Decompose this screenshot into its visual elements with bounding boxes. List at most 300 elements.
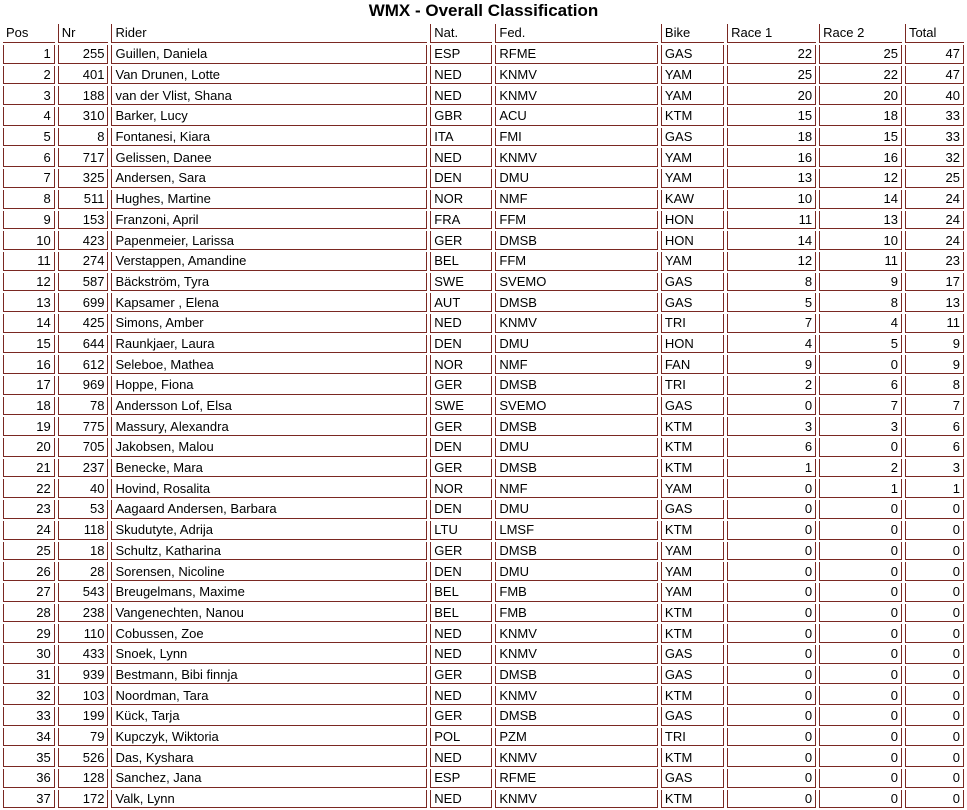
cell-total: 17: [905, 273, 964, 292]
cell-rider: Vangenechten, Nanou: [111, 604, 427, 623]
cell-bike: YAM: [661, 148, 724, 167]
cell-bike: TRI: [661, 728, 724, 747]
cell-nat: GER: [430, 376, 492, 395]
cell-nat: DEN: [430, 335, 492, 354]
cell-nat: ESP: [430, 45, 492, 64]
cell-race2: 0: [819, 438, 902, 457]
cell-pos: 19: [3, 417, 55, 436]
cell-rider: Valk, Lynn: [111, 790, 427, 809]
cell-rider: Guillen, Daniela: [111, 45, 427, 64]
cell-rider: Andersen, Sara: [111, 169, 427, 188]
cell-rider: Kupczyk, Wiktoria: [111, 728, 427, 747]
cell-pos: 33: [3, 707, 55, 726]
cell-fed: LMSF: [495, 521, 658, 540]
cell-fed: KNMV: [495, 86, 658, 105]
cell-race2: 9: [819, 273, 902, 292]
column-header-fed: Fed.: [495, 24, 658, 43]
cell-rider: Papenmeier, Larissa: [111, 231, 427, 250]
cell-fed: ACU: [495, 107, 658, 126]
table-row: [3, 769, 964, 788]
cell-nr: 110: [58, 624, 109, 643]
cell-nr: 78: [58, 397, 109, 416]
cell-total: 0: [905, 521, 964, 540]
cell-race1: 0: [727, 686, 816, 705]
cell-rider: Andersson Lof, Elsa: [111, 397, 427, 416]
cell-rider: Breugelmans, Maxime: [111, 583, 427, 602]
cell-rider: van der Vlist, Shana: [111, 86, 427, 105]
cell-total: 24: [905, 190, 964, 209]
cell-race2: 0: [819, 521, 902, 540]
cell-nat: NED: [430, 148, 492, 167]
cell-fed: FFM: [495, 252, 658, 271]
cell-total: 7: [905, 397, 964, 416]
cell-race2: 0: [819, 748, 902, 767]
cell-bike: GAS: [661, 293, 724, 312]
cell-fed: DMSB: [495, 707, 658, 726]
cell-nr: 587: [58, 273, 109, 292]
cell-nat: NED: [430, 86, 492, 105]
cell-race2: 0: [819, 355, 902, 374]
cell-nat: BEL: [430, 604, 492, 623]
cell-race1: 0: [727, 748, 816, 767]
cell-race1: 22: [727, 45, 816, 64]
cell-fed: KNMV: [495, 66, 658, 85]
cell-pos: 13: [3, 293, 55, 312]
cell-nat: GER: [430, 542, 492, 561]
cell-bike: YAM: [661, 86, 724, 105]
cell-fed: SVEMO: [495, 397, 658, 416]
cell-nr: 199: [58, 707, 109, 726]
cell-bike: YAM: [661, 169, 724, 188]
cell-rider: Skudutyte, Adrija: [111, 521, 427, 540]
cell-nat: GBR: [430, 107, 492, 126]
cell-nr: 526: [58, 748, 109, 767]
column-header-bike: Bike: [661, 24, 724, 43]
cell-race1: 12: [727, 252, 816, 271]
cell-pos: 21: [3, 459, 55, 478]
cell-bike: KTM: [661, 686, 724, 705]
table-header-row: [3, 24, 964, 43]
cell-race1: 8: [727, 273, 816, 292]
table-row: [3, 293, 964, 312]
cell-bike: GAS: [661, 397, 724, 416]
column-header-rider: Rider: [111, 24, 427, 43]
cell-nr: 511: [58, 190, 109, 209]
cell-nat: SWE: [430, 273, 492, 292]
cell-bike: TRI: [661, 314, 724, 333]
cell-bike: GAS: [661, 666, 724, 685]
cell-rider: Seleboe, Mathea: [111, 355, 427, 374]
cell-nr: 699: [58, 293, 109, 312]
cell-pos: 17: [3, 376, 55, 395]
cell-total: 9: [905, 335, 964, 354]
cell-bike: KTM: [661, 790, 724, 809]
cell-race1: 0: [727, 790, 816, 809]
cell-nr: 325: [58, 169, 109, 188]
table-row: [3, 66, 964, 85]
cell-race1: 0: [727, 624, 816, 643]
cell-race2: 12: [819, 169, 902, 188]
cell-nr: 423: [58, 231, 109, 250]
cell-bike: YAM: [661, 479, 724, 498]
cell-bike: YAM: [661, 562, 724, 581]
cell-race1: 1: [727, 459, 816, 478]
cell-pos: 8: [3, 190, 55, 209]
cell-race2: 8: [819, 293, 902, 312]
cell-pos: 10: [3, 231, 55, 250]
cell-nat: SWE: [430, 397, 492, 416]
cell-nat: DEN: [430, 500, 492, 519]
cell-rider: Kapsamer , Elena: [111, 293, 427, 312]
cell-bike: KTM: [661, 604, 724, 623]
cell-race2: 22: [819, 66, 902, 85]
cell-race2: 25: [819, 45, 902, 64]
cell-nat: NED: [430, 66, 492, 85]
table-row: [3, 211, 964, 230]
cell-nat: GER: [430, 417, 492, 436]
cell-nat: NED: [430, 624, 492, 643]
cell-total: 0: [905, 500, 964, 519]
cell-bike: YAM: [661, 542, 724, 561]
table-row: [3, 790, 964, 809]
table-row: [3, 459, 964, 478]
cell-rider: Hovind, Rosalita: [111, 479, 427, 498]
cell-nat: POL: [430, 728, 492, 747]
cell-bike: KAW: [661, 190, 724, 209]
cell-total: 6: [905, 438, 964, 457]
table-row: [3, 542, 964, 561]
cell-fed: KNMV: [495, 748, 658, 767]
cell-nr: 237: [58, 459, 109, 478]
cell-fed: NMF: [495, 355, 658, 374]
cell-nat: NOR: [430, 479, 492, 498]
cell-race2: 14: [819, 190, 902, 209]
cell-fed: DMU: [495, 335, 658, 354]
cell-fed: KNMV: [495, 314, 658, 333]
cell-pos: 1: [3, 45, 55, 64]
cell-total: 33: [905, 107, 964, 126]
cell-pos: 27: [3, 583, 55, 602]
cell-total: 32: [905, 148, 964, 167]
cell-pos: 3: [3, 86, 55, 105]
cell-nat: LTU: [430, 521, 492, 540]
table-row: [3, 666, 964, 685]
cell-nr: 644: [58, 335, 109, 354]
cell-race2: 10: [819, 231, 902, 250]
cell-pos: 36: [3, 769, 55, 788]
cell-nr: 8: [58, 128, 109, 147]
cell-race1: 9: [727, 355, 816, 374]
cell-race2: 18: [819, 107, 902, 126]
cell-pos: 24: [3, 521, 55, 540]
cell-race2: 7: [819, 397, 902, 416]
cell-rider: Hoppe, Fiona: [111, 376, 427, 395]
cell-rider: Bäckström, Tyra: [111, 273, 427, 292]
cell-rider: Franzoni, April: [111, 211, 427, 230]
cell-rider: Raunkjaer, Laura: [111, 335, 427, 354]
cell-nr: 274: [58, 252, 109, 271]
cell-rider: Massury, Alexandra: [111, 417, 427, 436]
cell-pos: 28: [3, 604, 55, 623]
cell-race1: 0: [727, 583, 816, 602]
cell-bike: GAS: [661, 769, 724, 788]
cell-pos: 11: [3, 252, 55, 271]
cell-pos: 9: [3, 211, 55, 230]
cell-rider: Bestmann, Bibi finnja: [111, 666, 427, 685]
cell-pos: 12: [3, 273, 55, 292]
cell-nat: BEL: [430, 583, 492, 602]
cell-pos: 6: [3, 148, 55, 167]
cell-race2: 0: [819, 686, 902, 705]
cell-rider: Hughes, Martine: [111, 190, 427, 209]
cell-nr: 153: [58, 211, 109, 230]
table-row: [3, 45, 964, 64]
cell-nr: 775: [58, 417, 109, 436]
cell-pos: 32: [3, 686, 55, 705]
cell-race1: 14: [727, 231, 816, 250]
cell-pos: 22: [3, 479, 55, 498]
cell-race2: 16: [819, 148, 902, 167]
cell-race1: 5: [727, 293, 816, 312]
cell-bike: FAN: [661, 355, 724, 374]
table-row: [3, 86, 964, 105]
cell-pos: 34: [3, 728, 55, 747]
cell-fed: SVEMO: [495, 273, 658, 292]
cell-total: 0: [905, 728, 964, 747]
cell-pos: 35: [3, 748, 55, 767]
cell-bike: GAS: [661, 645, 724, 664]
cell-race1: 6: [727, 438, 816, 457]
table-row: [3, 107, 964, 126]
cell-total: 11: [905, 314, 964, 333]
cell-fed: DMU: [495, 438, 658, 457]
cell-total: 0: [905, 583, 964, 602]
cell-fed: RFME: [495, 769, 658, 788]
column-header-pos: Pos: [3, 24, 55, 43]
cell-total: 3: [905, 459, 964, 478]
cell-race1: 4: [727, 335, 816, 354]
table-row: [3, 335, 964, 354]
cell-fed: KNMV: [495, 790, 658, 809]
cell-rider: Van Drunen, Lotte: [111, 66, 427, 85]
table-row: [3, 500, 964, 519]
cell-pos: 14: [3, 314, 55, 333]
cell-rider: Sanchez, Jana: [111, 769, 427, 788]
cell-total: 47: [905, 45, 964, 64]
cell-race2: 1: [819, 479, 902, 498]
cell-race1: 11: [727, 211, 816, 230]
cell-race1: 15: [727, 107, 816, 126]
cell-race2: 0: [819, 666, 902, 685]
cell-nr: 172: [58, 790, 109, 809]
cell-bike: HON: [661, 211, 724, 230]
cell-race2: 2: [819, 459, 902, 478]
cell-race1: 18: [727, 128, 816, 147]
cell-rider: Kück, Tarja: [111, 707, 427, 726]
cell-nat: ESP: [430, 769, 492, 788]
cell-fed: DMU: [495, 500, 658, 519]
table-row: [3, 169, 964, 188]
cell-bike: KTM: [661, 521, 724, 540]
cell-bike: KTM: [661, 459, 724, 478]
cell-race2: 0: [819, 624, 902, 643]
table-row: [3, 728, 964, 747]
cell-pos: 26: [3, 562, 55, 581]
cell-race1: 0: [727, 500, 816, 519]
cell-race2: 4: [819, 314, 902, 333]
page-title: WMX - Overall Classification: [368, 1, 599, 20]
table-body: [3, 45, 964, 808]
table-row: [3, 397, 964, 416]
cell-nat: NOR: [430, 355, 492, 374]
cell-rider: Jakobsen, Malou: [111, 438, 427, 457]
cell-rider: Verstappen, Amandine: [111, 252, 427, 271]
cell-bike: GAS: [661, 500, 724, 519]
cell-pos: 23: [3, 500, 55, 519]
table-row: [3, 252, 964, 271]
cell-nat: ITA: [430, 128, 492, 147]
cell-nat: GER: [430, 459, 492, 478]
cell-bike: GAS: [661, 273, 724, 292]
table-row: [3, 190, 964, 209]
cell-fed: NMF: [495, 479, 658, 498]
cell-race1: 0: [727, 666, 816, 685]
cell-race1: 0: [727, 645, 816, 664]
cell-race1: 20: [727, 86, 816, 105]
cell-rider: Gelissen, Danee: [111, 148, 427, 167]
cell-pos: 31: [3, 666, 55, 685]
cell-race1: 3: [727, 417, 816, 436]
cell-rider: Barker, Lucy: [111, 107, 427, 126]
cell-bike: GAS: [661, 128, 724, 147]
cell-race2: 0: [819, 562, 902, 581]
table-row: [3, 231, 964, 250]
table-row: [3, 604, 964, 623]
cell-fed: KNMV: [495, 148, 658, 167]
cell-total: 23: [905, 252, 964, 271]
cell-race2: 0: [819, 604, 902, 623]
cell-rider: Schultz, Katharina: [111, 542, 427, 561]
cell-race2: 13: [819, 211, 902, 230]
cell-nr: 238: [58, 604, 109, 623]
cell-bike: KTM: [661, 748, 724, 767]
cell-total: 25: [905, 169, 964, 188]
cell-bike: KTM: [661, 107, 724, 126]
cell-fed: DMSB: [495, 231, 658, 250]
cell-total: 13: [905, 293, 964, 312]
cell-pos: 29: [3, 624, 55, 643]
cell-nat: NED: [430, 686, 492, 705]
cell-total: 0: [905, 707, 964, 726]
cell-nr: 103: [58, 686, 109, 705]
cell-fed: RFME: [495, 45, 658, 64]
cell-nr: 717: [58, 148, 109, 167]
cell-fed: DMU: [495, 562, 658, 581]
cell-total: 0: [905, 686, 964, 705]
cell-fed: DMSB: [495, 376, 658, 395]
cell-fed: NMF: [495, 190, 658, 209]
cell-race1: 0: [727, 562, 816, 581]
cell-nr: 612: [58, 355, 109, 374]
cell-race1: 7: [727, 314, 816, 333]
table-row: [3, 273, 964, 292]
cell-nat: NED: [430, 748, 492, 767]
cell-pos: 18: [3, 397, 55, 416]
cell-pos: 30: [3, 645, 55, 664]
cell-total: 0: [905, 542, 964, 561]
cell-race2: 0: [819, 790, 902, 809]
classification-table: [0, 22, 967, 810]
cell-total: 0: [905, 562, 964, 581]
cell-nr: 401: [58, 66, 109, 85]
table-row: [3, 707, 964, 726]
cell-fed: KNMV: [495, 624, 658, 643]
cell-race2: 0: [819, 769, 902, 788]
cell-fed: FMI: [495, 128, 658, 147]
cell-fed: DMU: [495, 169, 658, 188]
cell-race1: 0: [727, 707, 816, 726]
cell-total: 9: [905, 355, 964, 374]
cell-nat: AUT: [430, 293, 492, 312]
cell-bike: GAS: [661, 45, 724, 64]
column-header-race2: Race 2: [819, 24, 902, 43]
cell-fed: DMSB: [495, 417, 658, 436]
table-row: [3, 376, 964, 395]
cell-fed: DMSB: [495, 542, 658, 561]
cell-bike: YAM: [661, 252, 724, 271]
cell-race2: 0: [819, 500, 902, 519]
cell-race2: 0: [819, 645, 902, 664]
cell-pos: 7: [3, 169, 55, 188]
cell-rider: Benecke, Mara: [111, 459, 427, 478]
cell-total: 1: [905, 479, 964, 498]
cell-pos: 16: [3, 355, 55, 374]
cell-total: 0: [905, 790, 964, 809]
column-header-nr: Nr: [58, 24, 109, 43]
table-row: [3, 314, 964, 333]
cell-nr: 79: [58, 728, 109, 747]
results-page: [0, 1, 967, 810]
cell-race2: 11: [819, 252, 902, 271]
cell-race1: 2: [727, 376, 816, 395]
cell-race1: 0: [727, 542, 816, 561]
cell-nr: 939: [58, 666, 109, 685]
cell-bike: GAS: [661, 707, 724, 726]
cell-total: 47: [905, 66, 964, 85]
cell-nat: BEL: [430, 252, 492, 271]
cell-nat: FRA: [430, 211, 492, 230]
cell-race1: 10: [727, 190, 816, 209]
cell-rider: Sorensen, Nicoline: [111, 562, 427, 581]
cell-fed: FMB: [495, 604, 658, 623]
cell-total: 0: [905, 769, 964, 788]
cell-race2: 15: [819, 128, 902, 147]
cell-race2: 5: [819, 335, 902, 354]
cell-total: 24: [905, 231, 964, 250]
cell-total: 0: [905, 624, 964, 643]
cell-nat: GER: [430, 231, 492, 250]
cell-bike: HON: [661, 335, 724, 354]
cell-fed: DMSB: [495, 459, 658, 478]
cell-nr: 188: [58, 86, 109, 105]
cell-nat: NED: [430, 790, 492, 809]
cell-pos: 15: [3, 335, 55, 354]
cell-nr: 128: [58, 769, 109, 788]
cell-fed: FMB: [495, 583, 658, 602]
cell-fed: DMSB: [495, 293, 658, 312]
table-row: [3, 748, 964, 767]
table-row: [3, 562, 964, 581]
